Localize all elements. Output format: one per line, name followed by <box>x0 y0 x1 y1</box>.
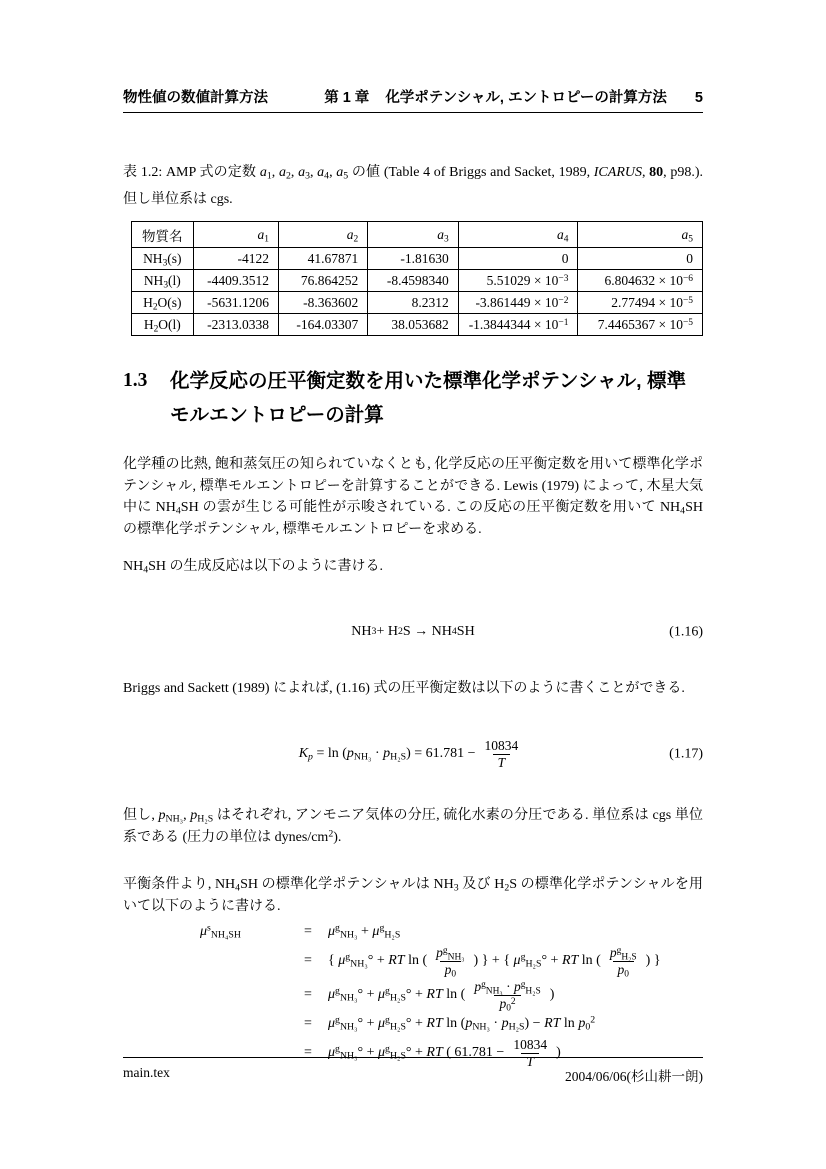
equals-sign: = <box>304 1015 312 1031</box>
table-row <box>132 314 703 336</box>
column-header-a2: $a_2$ <box>279 222 368 248</box>
page-footer <box>123 1057 703 1085</box>
fraction <box>431 945 469 977</box>
table-cell: 41.67871 <box>279 248 368 270</box>
paragraph-units: 但し, $p_{NH_3}$, $p_{H_2S}$ はそれぞれ, アンモニア気体の分圧, 硫化水素の分圧である. 単位系は cgs 単位系である (圧力の単位は dynes/$cm^2$). <box>123 808 703 845</box>
equals-sign: = <box>304 1044 312 1060</box>
paragraph-intro: 化学種の比熱, 飽和蒸気圧の知られていなくとも, 化学反応の圧平衡定数を用いて標準化学ポテンシャル, 標準モルエントロピーを計算することができる. Lewis (1979) によって, 木星大気中に $NH_4SH$ の雲が生じる可能性が示唆されている. この反応の圧平衡定数を用いて $NH_4SH$ の標準化学ポテンシャル, 標準モルエントロピーを求める. <box>123 457 703 537</box>
table-row <box>132 292 703 314</box>
table-cell: $H_2O(s)$ <box>132 292 194 314</box>
equation-1-16 <box>123 620 703 644</box>
fraction-denominator: $p_0$ <box>440 961 461 978</box>
fraction <box>605 945 642 977</box>
table-cell: -1.81630 <box>368 248 458 270</box>
table-cell: -8.4598340 <box>368 270 458 292</box>
equation-term: ) <box>556 1044 561 1060</box>
equals-sign: = <box>304 923 312 939</box>
equation-term: $\mu^g_{NH_3} + \mu^g_{H_2S}$ <box>328 922 401 941</box>
section-title: 化学反応の圧平衡定数を用いた標準化学ポテンシャル, 標準モルエントロピーの計算 <box>170 370 686 426</box>
equation-derivation <box>123 921 703 1069</box>
equation-term: ) } <box>645 952 661 968</box>
fraction-numerator: $p^g_{NH_3}$ <box>436 945 465 963</box>
equation-tag: (1.17) <box>669 746 703 762</box>
table-cell: $H_2O(l)$ <box>132 314 194 336</box>
derivation-rhs <box>328 924 400 941</box>
derivation-row <box>123 1013 703 1035</box>
derivation-row <box>123 979 703 1011</box>
table-cell: $5.51029 \times 10^{-3}$ <box>458 270 578 292</box>
equation-lead: $K_p = \ln (p_{NH_3} \cdot p_{H_2S}) = 61.781$ − <box>298 746 476 763</box>
table-cell: $-3.861449 \times 10^{-2}$ <box>458 292 578 314</box>
table-cell: $NH_3(s)$ <box>132 248 194 270</box>
table-cell: -164.03307 <box>279 314 368 336</box>
fraction <box>469 979 545 1011</box>
footer-filename: main.tex <box>123 1065 170 1080</box>
derivation-rhs <box>328 979 554 1011</box>
column-header-a5: $a_5$ <box>578 222 703 248</box>
equation-term: { $\mu^g_{NH_3}^\circ$ + RT ln ( <box>328 951 428 970</box>
header-right <box>324 86 703 107</box>
table-cell: 38.053682 <box>368 314 458 336</box>
header-chapter-number: 第 1 章 <box>324 90 370 106</box>
equals-sign: = <box>304 986 312 1002</box>
table-cell: -8.363602 <box>279 292 368 314</box>
equation-term: ) <box>549 986 555 1002</box>
section-heading <box>123 364 703 432</box>
derivation-row <box>123 945 703 977</box>
equation-term: ) } + { $\mu^g_{H_2S}^\circ$ + RT ln ( <box>473 951 601 970</box>
fraction-numerator: 10834 <box>484 737 519 753</box>
equals-sign: = <box>304 952 312 968</box>
equation-term: $\mu^g_{NH_3}^\circ + \mu^g_{H_2S}^\circ$ + RT $\ln (p_{NH_3} \cdot p_{H_2S})$ − RT $\ln p_0^2$ <box>328 1014 596 1033</box>
derivation-rhs <box>328 945 661 977</box>
table-cell: 0 <box>458 248 578 270</box>
column-header-a3: $a_3$ <box>368 222 458 248</box>
table-cell: -4122 <box>193 248 278 270</box>
table-cell: $-1.3844344 \times 10^{-1}$ <box>458 314 578 336</box>
fraction-numerator: $p^g_{NH_3} \cdot p^g_{H_2S}$ <box>474 979 541 997</box>
table-cell: $NH_3(l)$ <box>132 270 194 292</box>
equation-1-17 <box>123 731 703 777</box>
table-row <box>132 248 703 270</box>
constants-table <box>131 221 703 336</box>
equation-tag: (1.16) <box>669 623 703 639</box>
derivation-rhs <box>328 1016 595 1033</box>
page-number: 5 <box>694 90 703 106</box>
table-row <box>132 270 703 292</box>
column-header-substance: 物質名 <box>132 222 194 248</box>
table-cell: -5631.1206 <box>193 292 278 314</box>
table-header-row <box>132 222 703 248</box>
fraction-numerator: $p^g_{H_2S}$ <box>609 945 637 963</box>
fraction-denominator: T <box>493 754 511 771</box>
header-chapter-title: 化学ポテンシャル, エントロピーの計算方法 <box>385 90 667 106</box>
equation-term: $\mu^g_{NH_3}^\circ + \mu^g_{H_2S}^\circ$ + RT ( 61.781 − <box>328 1043 505 1062</box>
fraction-denominator: T <box>521 1053 539 1070</box>
paragraph-reaction-lead: $NH_4SH$ の生成反応は以下のように書ける. <box>123 559 384 576</box>
table-cell: 76.864252 <box>279 270 368 292</box>
fraction-denominator: $p_0^2$ <box>494 995 520 1012</box>
equation-term: $\mu^g_{NH_3}^\circ + \mu^g_{H_2S}^\circ$ + RT ln ( <box>328 985 466 1004</box>
table-cell: $6.804632 \times 10^{-6}$ <box>578 270 703 292</box>
paragraph-briggs: Briggs and Sackett (1989) によれば, (1.16) 式の圧平衡定数は以下のように書くことができる. <box>123 680 685 696</box>
fraction <box>480 738 524 770</box>
derivation-lhs: $\mu^s_{NH_4SH}$ <box>200 922 241 941</box>
derivation-row <box>123 921 703 943</box>
equation-body: NH 3 + H 2 S → NH 4 SH <box>351 623 475 639</box>
header-left-title: 物性値の数値計算方法 <box>123 90 268 106</box>
footer-date-author: 2004/06/06(杉山耕一朗) <box>565 1069 703 1084</box>
table-cell: 8.2312 <box>368 292 458 314</box>
table-cell: -2313.0338 <box>193 314 278 336</box>
page-header <box>123 86 703 113</box>
table-caption: 表 1.2: AMP 式の定数 $a_1$, $a_2$, $a_3$, $a_4$, $a_5$ の値 (Table 4 of Briggs and Sacket, 1989, ICARUS, 80, p98.). 但し単位系は cgs. <box>123 165 704 207</box>
fraction-denominator: $p_0$ <box>613 961 634 978</box>
table-cell: $2.77494 \times 10^{-5}$ <box>578 292 703 314</box>
table-cell: -4409.3512 <box>193 270 278 292</box>
section-number: 1.3 <box>123 370 148 391</box>
table-cell: $7.4465367 \times 10^{-5}$ <box>578 314 703 336</box>
table-cell: 0 <box>578 248 703 270</box>
column-header-a4: $a_4$ <box>458 222 578 248</box>
equation-body <box>299 738 528 770</box>
fraction-numerator: 10834 <box>513 1037 548 1053</box>
paragraph-equilibrium: 平衡条件より, $NH_4SH$ の標準化学ポテンシャルは $NH_3$ 及び $H_2S$ の標準化学ポテンシャルを用いて以下のように書ける. <box>123 877 703 914</box>
column-header-a1: $a_1$ <box>193 222 278 248</box>
